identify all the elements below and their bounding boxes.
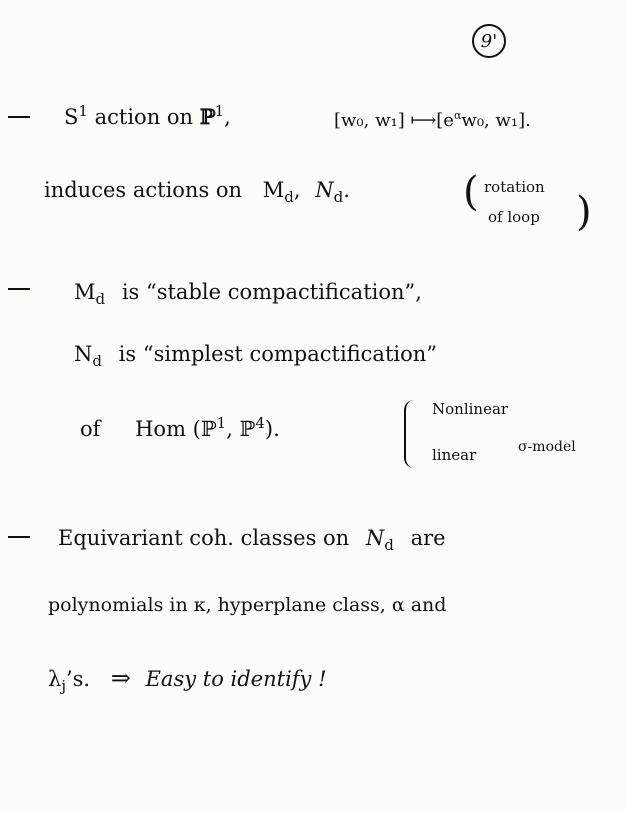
map-dest-rest: w₀, w₁]. (461, 110, 531, 131)
hom-sup-2: 4 (255, 414, 265, 432)
map-dest-open: [e (436, 110, 454, 131)
induces-text: induces actions on (44, 178, 243, 202)
equivariant-text: Equivariant coh. classes on (58, 526, 350, 550)
b1-line2: induces actions on $M_d$, $N_d$. (44, 178, 350, 207)
sigma-model: σ-model (518, 439, 576, 455)
implies-arrow: ⇒ (110, 664, 131, 692)
hom-mid: , ℙ (226, 417, 256, 441)
maps-to-arrow: ⟼ (410, 110, 437, 131)
proj-sup: 1 (214, 102, 225, 120)
s-sup: 1 (78, 102, 88, 120)
of-text: of (80, 417, 101, 441)
m-symbol-2: M (74, 280, 96, 304)
stable-compactification-text: is “stable compactification”, (121, 280, 422, 304)
paren-open: ( (463, 169, 479, 215)
lambda-sub: j (61, 677, 66, 696)
n-symbol: N (315, 178, 334, 202)
lambda-symbol: λ (48, 667, 62, 691)
hom-sup-1: 1 (216, 414, 227, 432)
b2-line3 (80, 416, 280, 440)
hom-text: Hom (ℙ (135, 417, 217, 441)
m-sub-2: d (95, 290, 106, 309)
paren-top: rotation (484, 178, 545, 196)
b3-line2: polynomials in κ, hyperplane class, α and (48, 594, 447, 616)
action-on-text: action on (94, 105, 194, 129)
paren-bottom: of loop (488, 208, 540, 226)
map-source: [w₀, w₁] (334, 110, 405, 131)
b1-line1: $S^1$ action on ℙ$^1$, (64, 102, 231, 129)
b2-line1 (74, 282, 422, 307)
n-sub-2: d (92, 352, 102, 371)
bullet-dash-1 (8, 116, 30, 118)
b3-line1 (58, 528, 446, 553)
brace-bottom: linear (432, 446, 477, 464)
bullet-dash-3 (8, 536, 30, 538)
b3-line3 (48, 666, 327, 694)
n-symbol-2: N (74, 342, 93, 366)
are-text: are (410, 526, 446, 550)
page-number: 9' (480, 30, 498, 52)
b1-map (334, 110, 531, 130)
easy-to-identify-text: Easy to identify ! (145, 667, 327, 691)
projective-symbol: ℙ (199, 104, 215, 129)
m-symbol: M (262, 178, 285, 202)
paren-close: ) (576, 189, 592, 235)
curly-brace (404, 400, 418, 468)
simplest-compactification-text: is “simplest compactification” (118, 342, 438, 366)
hom-end: ). (264, 417, 280, 441)
map-dest-sup: α (453, 109, 462, 122)
n-symbol-3: N (365, 526, 385, 550)
s-symbol: S (64, 105, 79, 129)
page-number-circle (472, 24, 506, 58)
m-sub: d (284, 188, 294, 207)
b2-line2 (74, 344, 437, 369)
lambda-s-text: ’s. (65, 667, 91, 691)
n-sub-3: d (384, 536, 394, 555)
brace-top: Nonlinear (432, 400, 509, 418)
bullet-dash-2 (8, 288, 30, 290)
n-sub: d (333, 188, 344, 207)
